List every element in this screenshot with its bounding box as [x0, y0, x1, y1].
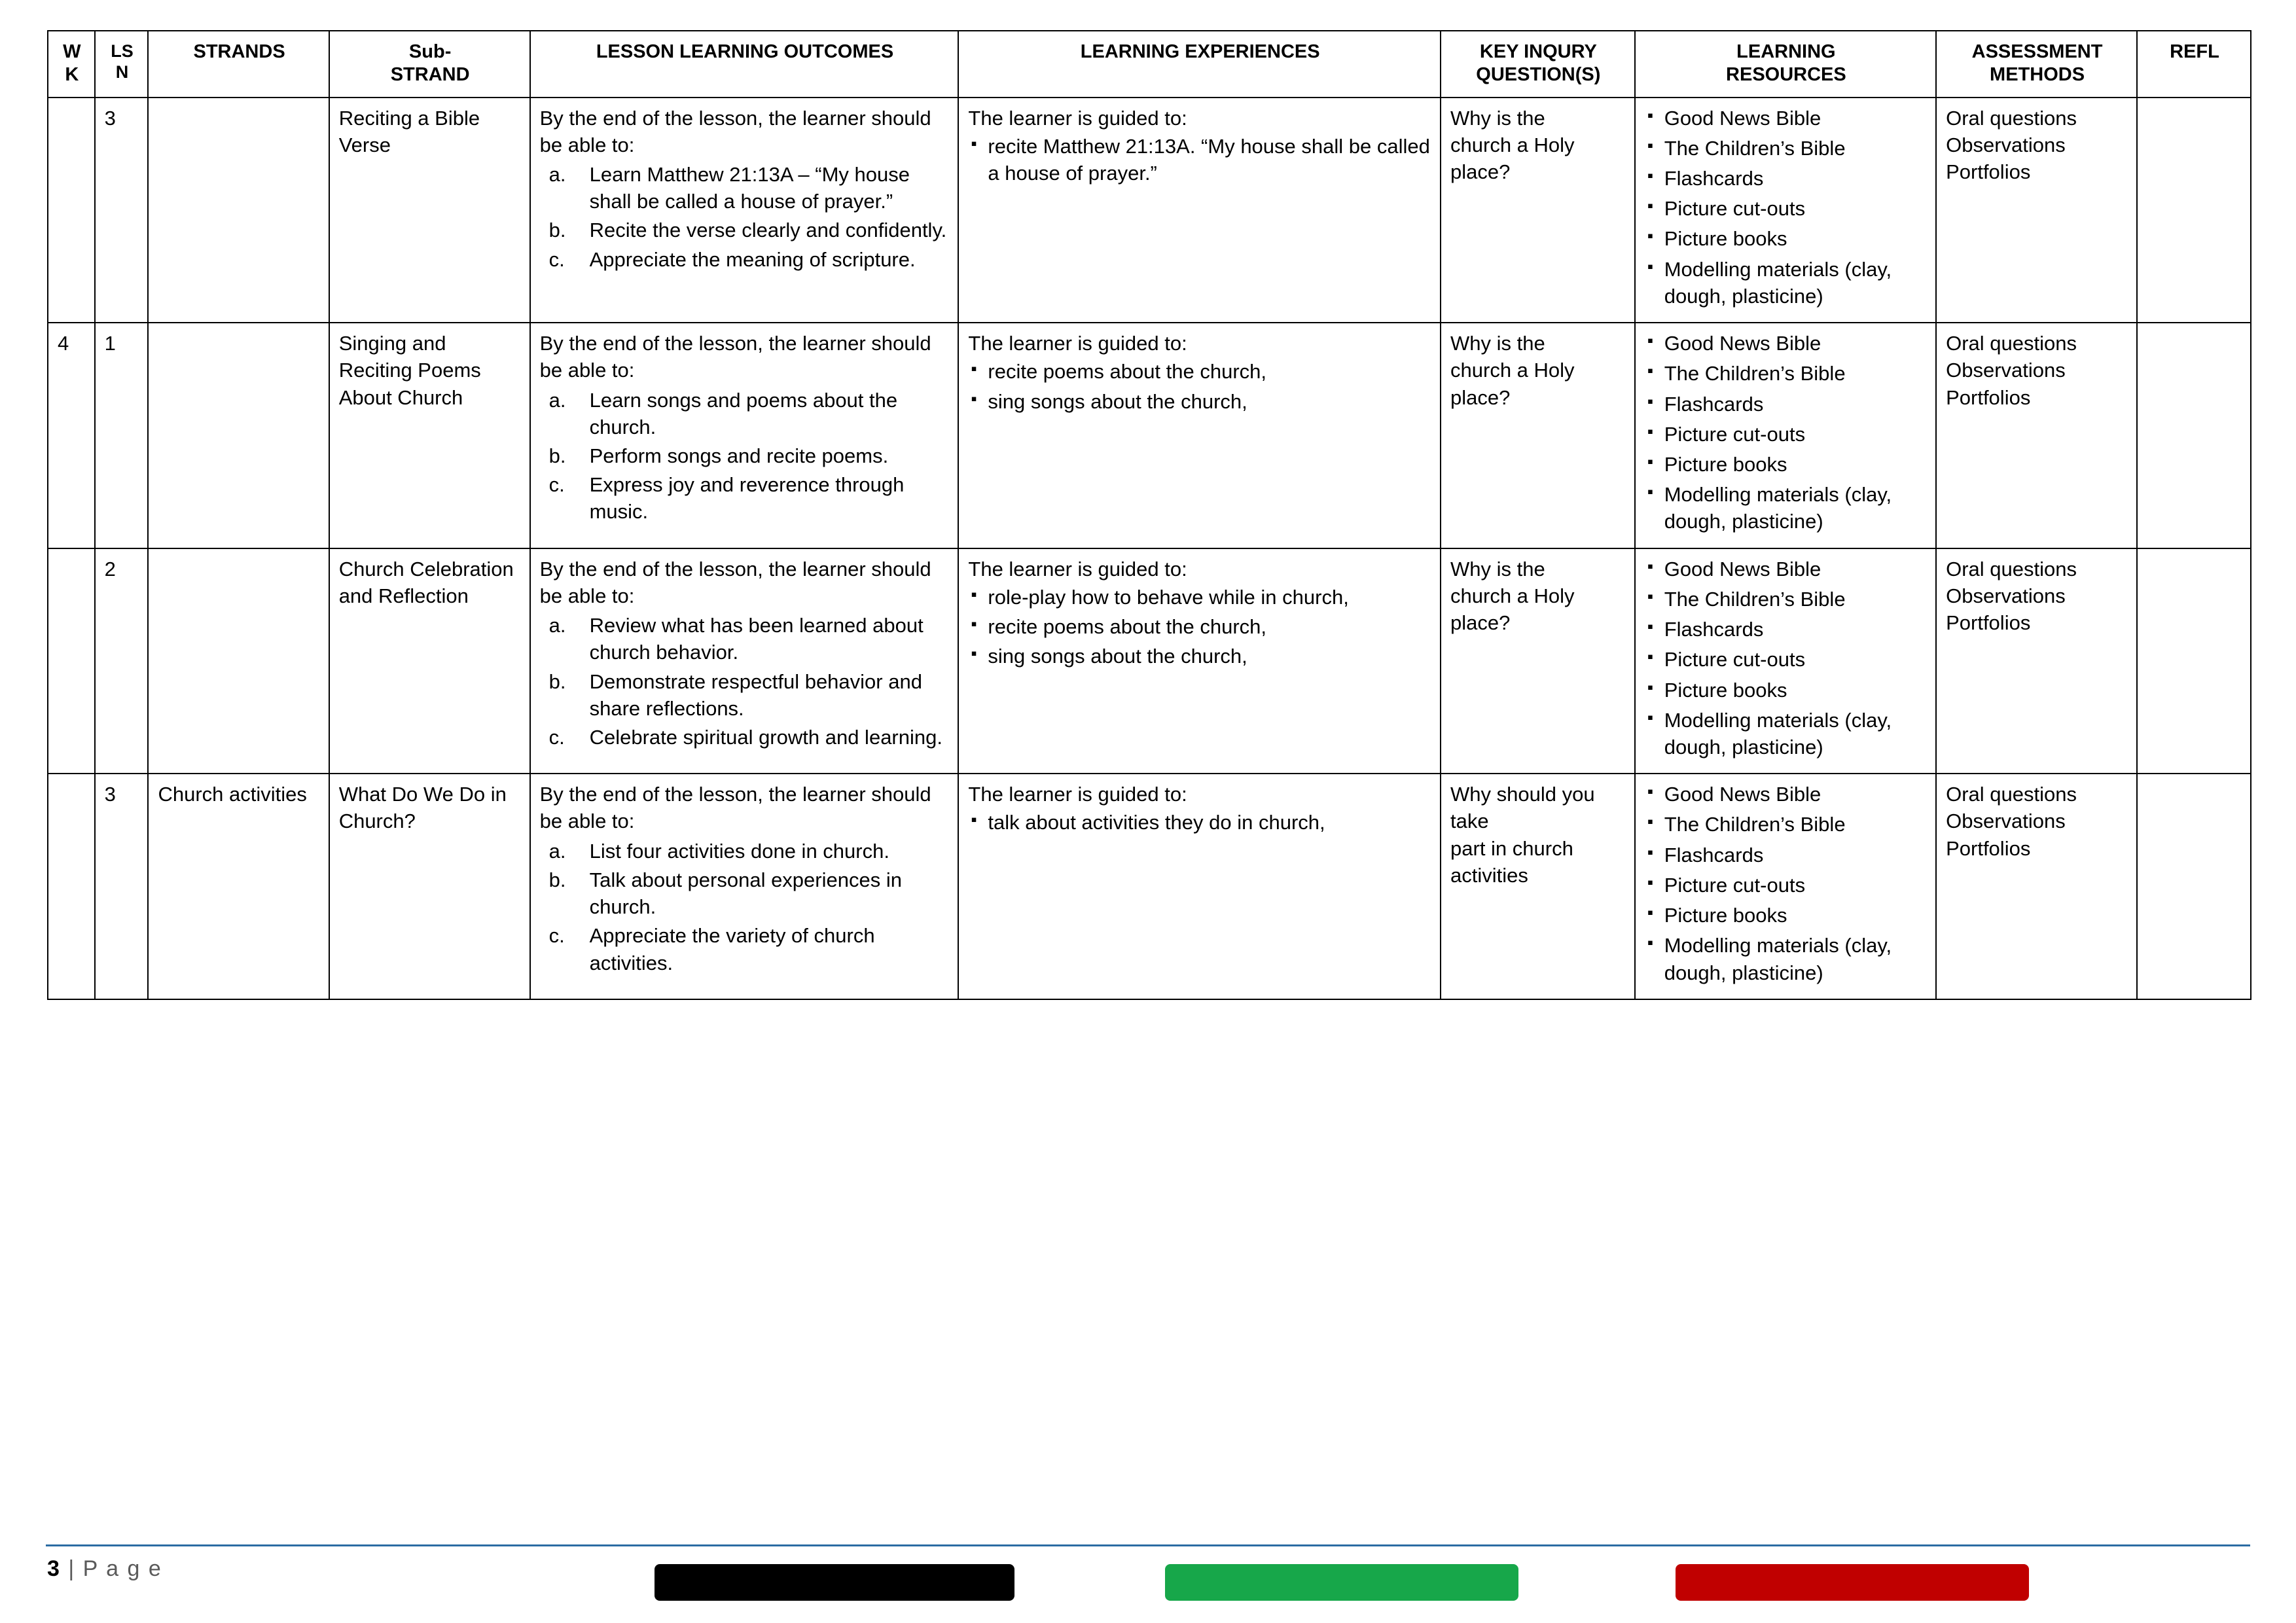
column-header-assessment-line1: ASSESSMENT [1971, 41, 2103, 62]
cell-substrand [329, 548, 530, 774]
outcomes-lead: By the end of the lesson, the learner should be able to: [539, 106, 931, 156]
resource-item: ▪ Picture books [1645, 225, 1928, 252]
cell-assessment [1936, 774, 2137, 999]
strand-value: Church activities [158, 783, 307, 806]
assessment-item: Portfolios [1946, 385, 2031, 409]
cell-resources [1635, 774, 1936, 999]
assessment-item: Oral questions [1946, 783, 2077, 806]
column-header-resources-line1: LEARNING [1736, 41, 1836, 62]
cell-strand [148, 774, 329, 999]
experiences-list [968, 584, 1432, 670]
experience-item: ▪ sing songs about the church, [968, 388, 1432, 415]
experience-item: ▪ role-play how to behave while in church, [968, 584, 1432, 611]
resource-item: ▪ Picture books [1645, 451, 1928, 478]
experience-item: ▪ talk about activities they do in church, [968, 809, 1432, 836]
resource-item: ▪ Flashcards [1645, 165, 1928, 192]
inquiry-question [1450, 105, 1626, 186]
outcome-item: Celebrate spiritual growth and learning. [589, 725, 942, 749]
inquiry-line: church a Holy [1450, 584, 1575, 607]
experiences-list [968, 358, 1432, 414]
resource-item: ▪ Flashcards [1645, 842, 1928, 868]
experiences-lead: The learner is guided to: [968, 557, 1187, 580]
experiences-lead: The learner is guided to: [968, 106, 1187, 130]
assessment-item: Observations [1946, 584, 2066, 607]
resources-list [1645, 556, 1928, 761]
cell-reflection [2137, 323, 2251, 548]
assessment-item: Portfolios [1946, 160, 2031, 184]
table-row [48, 98, 2251, 323]
cell-lesson [95, 774, 149, 999]
column-header-strands-label: STRANDS [193, 41, 285, 62]
outcome-item: Learn Matthew 21:13A – “My house shall be called a house of prayer.” [589, 163, 910, 213]
column-header-lesson-line1: LS [111, 41, 134, 61]
cell-key-inquiry [1441, 323, 1635, 548]
column-header-learning-experiences [958, 31, 1441, 98]
assessment-item: Portfolios [1946, 836, 2031, 860]
resource-item: ▪ Modelling materials (clay, dough, plasticine) [1645, 932, 1928, 986]
outcome-item: Appreciate the variety of church activities. [589, 924, 875, 974]
cell-reflection [2137, 98, 2251, 323]
cell-assessment [1936, 548, 2137, 774]
inquiry-question [1450, 330, 1626, 411]
inquiry-question [1450, 556, 1626, 637]
resource-item: ▪ Good News Bible [1645, 781, 1928, 808]
table-row [48, 548, 2251, 774]
assessment-item: Oral questions [1946, 557, 2077, 580]
outcome-item: List four activities done in church. [589, 839, 889, 863]
resource-item: ▪ Picture books [1645, 902, 1928, 929]
resource-item: ▪ The Children’s Bible [1645, 135, 1928, 162]
resource-item: ▪ Modelling materials (clay, dough, plasticine) [1645, 481, 1928, 535]
footer-bar-black [655, 1564, 1014, 1601]
column-header-substrand [329, 31, 530, 98]
resources-list [1645, 105, 1928, 310]
substrand-value: Reciting a Bible Verse [338, 106, 480, 156]
cell-lesson [95, 323, 149, 548]
footer-divider [46, 1544, 2250, 1546]
page-footer [0, 1541, 2296, 1623]
column-header-learning-outcomes [530, 31, 959, 98]
page-number-value: 3 [47, 1556, 61, 1581]
assessment-methods [1946, 556, 2128, 637]
inquiry-line: Why is the [1450, 557, 1545, 580]
substrand-value: Singing and Reciting Poems About Church [338, 332, 481, 409]
cell-week [48, 98, 95, 323]
resources-list [1645, 781, 1928, 986]
assessment-item: Oral questions [1946, 106, 2077, 130]
resource-item: ▪ Picture books [1645, 677, 1928, 704]
resource-item: ▪ The Children’s Bible [1645, 360, 1928, 387]
outcomes-list [540, 161, 950, 273]
assessment-item: Portfolios [1946, 611, 2031, 635]
cell-week [48, 323, 95, 548]
column-header-week-line1: W [63, 41, 81, 62]
assessment-item: Observations [1946, 810, 2066, 833]
column-header-week-line2: K [65, 63, 79, 85]
inquiry-question [1450, 781, 1626, 889]
week-value: 4 [58, 332, 69, 355]
cell-resources [1635, 323, 1936, 548]
resource-item: ▪ Flashcards [1645, 391, 1928, 418]
cell-learning-outcomes [530, 323, 959, 548]
scheme-of-work-table [47, 30, 2251, 1000]
footer-bar-red [1676, 1564, 2029, 1601]
experience-item: ▪ recite Matthew 21:13A. “My house shall be called a house of prayer.” [968, 133, 1432, 187]
cell-strand [148, 323, 329, 548]
resource-item: ▪ Flashcards [1645, 616, 1928, 643]
outcome-item: Appreciate the meaning of scripture. [589, 247, 916, 271]
experience-item: ▪ recite poems about the church, [968, 358, 1432, 385]
outcomes-list [540, 387, 950, 526]
cell-key-inquiry [1441, 98, 1635, 323]
table-header-row [48, 31, 2251, 98]
inquiry-line: church a Holy [1450, 359, 1575, 382]
assessment-item: Observations [1946, 359, 2066, 382]
cell-strand [148, 548, 329, 774]
outcome-item: Express joy and reverence through music. [589, 473, 905, 524]
inquiry-line: part in church activities [1450, 836, 1573, 887]
resource-item: ▪ Good News Bible [1645, 330, 1928, 357]
cell-lesson [95, 548, 149, 774]
column-header-substrand-line2: STRAND [390, 63, 470, 85]
column-header-reflection [2137, 31, 2251, 98]
cell-reflection [2137, 548, 2251, 774]
column-header-key-inquiry [1441, 31, 1635, 98]
resource-item: ▪ Picture cut-outs [1645, 872, 1928, 899]
resource-item: ▪ Picture cut-outs [1645, 195, 1928, 222]
resource-item: ▪ The Children’s Bible [1645, 586, 1928, 613]
outcome-item: Perform songs and recite poems. [589, 444, 889, 467]
cell-substrand [329, 774, 530, 999]
cell-learning-experiences [958, 774, 1441, 999]
cell-learning-outcomes [530, 774, 959, 999]
column-header-key-inquiry-line2: QUESTION(S) [1476, 63, 1601, 85]
substrand-value: Church Celebration and Reflection [338, 557, 514, 607]
cell-learning-experiences [958, 323, 1441, 548]
table-body [48, 98, 2251, 999]
cell-learning-experiences [958, 98, 1441, 323]
column-header-learning-outcomes-label: LESSON LEARNING OUTCOMES [596, 41, 894, 62]
resources-list [1645, 330, 1928, 535]
inquiry-line: Why is the [1450, 332, 1545, 355]
substrand-value: What Do We Do in Church? [338, 783, 507, 833]
experiences-list [968, 809, 1432, 836]
outcome-item: Recite the verse clearly and confidently. [589, 219, 947, 242]
column-header-assessment [1936, 31, 2137, 98]
column-header-resources [1635, 31, 1936, 98]
cell-week [48, 774, 95, 999]
resource-item: ▪ Good News Bible [1645, 556, 1928, 582]
column-header-resources-line2: RESOURCES [1726, 63, 1846, 85]
resource-item: ▪ Modelling materials (clay, dough, plasticine) [1645, 256, 1928, 310]
table-row [48, 323, 2251, 548]
column-header-key-inquiry-line1: KEY INQURY [1479, 41, 1597, 62]
cell-learning-experiences [958, 548, 1441, 774]
lesson-value: 3 [104, 106, 116, 130]
resource-item: ▪ Good News Bible [1645, 105, 1928, 132]
cell-resources [1635, 98, 1936, 323]
footer-bar-green [1165, 1564, 1518, 1601]
resource-item: ▪ Picture cut-outs [1645, 421, 1928, 448]
outcome-item: Learn songs and poems about the church. [589, 388, 898, 438]
cell-reflection [2137, 774, 2251, 999]
experience-item: ▪ sing songs about the church, [968, 643, 1432, 669]
column-header-week [48, 31, 95, 98]
inquiry-line: place? [1450, 385, 1511, 409]
outcomes-lead: By the end of the lesson, the learner should be able to: [539, 783, 931, 833]
lesson-value: 3 [104, 783, 116, 806]
inquiry-line: Why is the [1450, 106, 1545, 130]
outcome-item: Demonstrate respectful behavior and share reflections. [589, 669, 922, 720]
lesson-value: 2 [104, 557, 116, 580]
assessment-methods [1946, 781, 2128, 862]
cell-strand [148, 98, 329, 323]
outcomes-list [540, 612, 950, 751]
cell-substrand [329, 323, 530, 548]
experiences-lead: The learner is guided to: [968, 332, 1187, 355]
outcome-item: Talk about personal experiences in church. [589, 868, 902, 919]
cell-resources [1635, 548, 1936, 774]
resource-item: ▪ Picture cut-outs [1645, 646, 1928, 673]
assessment-methods [1946, 105, 2128, 186]
inquiry-line: Why should you take [1450, 783, 1595, 833]
column-header-substrand-line1: Sub- [408, 41, 452, 62]
cell-learning-outcomes [530, 548, 959, 774]
cell-lesson [95, 98, 149, 323]
inquiry-line: place? [1450, 160, 1511, 184]
outcomes-lead: By the end of the lesson, the learner should be able to: [539, 557, 931, 607]
experiences-list [968, 133, 1432, 187]
column-header-strands [148, 31, 329, 98]
cell-learning-outcomes [530, 98, 959, 323]
assessment-methods [1946, 330, 2128, 411]
column-header-reflection-label: REFL [2170, 41, 2219, 62]
outcomes-list [540, 838, 950, 976]
outcomes-lead: By the end of the lesson, the learner should be able to: [539, 332, 931, 382]
experiences-lead: The learner is guided to: [968, 783, 1187, 806]
assessment-item: Oral questions [1946, 332, 2077, 355]
column-header-assessment-line2: METHODS [1990, 63, 2085, 85]
lesson-value: 1 [104, 332, 116, 355]
column-header-lesson-line2: N [115, 62, 129, 82]
cell-assessment [1936, 98, 2137, 323]
experience-item: ▪ recite poems about the church, [968, 613, 1432, 640]
inquiry-line: church a Holy [1450, 133, 1575, 156]
outcome-item: Review what has been learned about church behavior. [589, 614, 924, 664]
resource-item: ▪ The Children’s Bible [1645, 811, 1928, 838]
cell-key-inquiry [1441, 774, 1635, 999]
page-number-label: | P a g e [68, 1556, 162, 1581]
table-row [48, 774, 2251, 999]
page-number [47, 1556, 162, 1582]
column-header-lesson [95, 31, 149, 98]
cell-assessment [1936, 323, 2137, 548]
inquiry-line: place? [1450, 611, 1511, 635]
cell-week [48, 548, 95, 774]
assessment-item: Observations [1946, 133, 2066, 156]
cell-substrand [329, 98, 530, 323]
column-header-learning-experiences-label: LEARNING EXPERIENCES [1080, 41, 1320, 62]
resource-item: ▪ Modelling materials (clay, dough, plasticine) [1645, 707, 1928, 760]
cell-key-inquiry [1441, 548, 1635, 774]
